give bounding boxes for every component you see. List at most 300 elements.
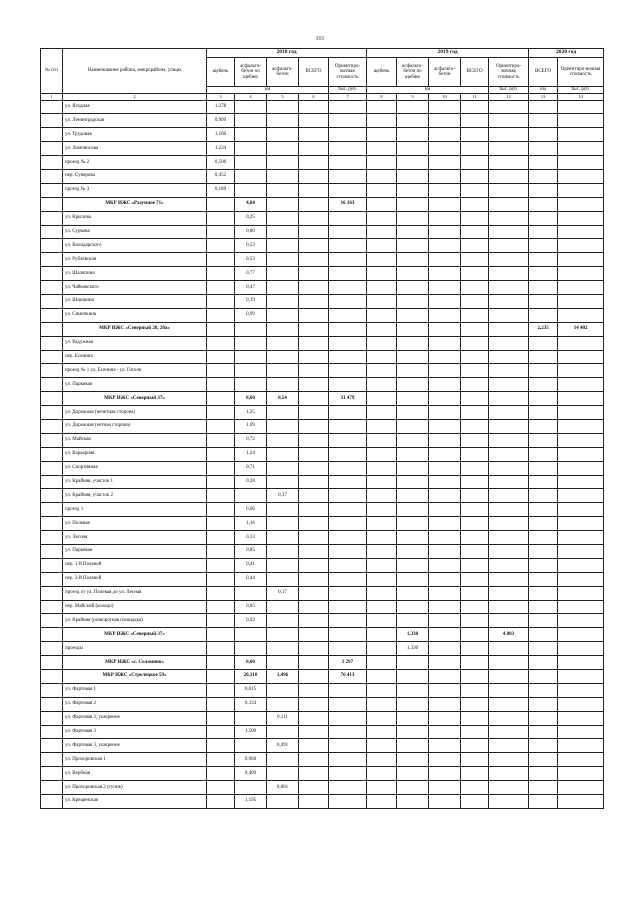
value-cell: [41, 419, 63, 433]
value-cell: [529, 683, 558, 697]
value-cell: [397, 225, 429, 239]
street-name-cell: проезд № 2: [63, 156, 207, 170]
value-cell: [397, 545, 429, 559]
value-cell: [529, 600, 558, 614]
table-header: [41, 49, 604, 94]
value-cell: 0,491: [267, 739, 299, 753]
value-cell: [489, 281, 529, 295]
table-row: [41, 697, 604, 711]
value-cell: [367, 739, 397, 753]
header-name: Наименование района, микрорайона, улицы: [63, 49, 207, 94]
value-cell: [207, 378, 235, 392]
value-cell: [267, 239, 299, 253]
value-cell: [367, 433, 397, 447]
value-cell: [397, 392, 429, 406]
value-cell: [41, 642, 63, 656]
value-cell: [529, 711, 558, 725]
value-cell: [429, 156, 461, 170]
unit-km-2019: км: [367, 87, 489, 94]
value-cell: 0,334: [235, 697, 267, 711]
value-cell: [558, 670, 604, 684]
value-cell: [489, 461, 529, 475]
value-cell: [267, 406, 299, 420]
value-cell: [367, 183, 397, 197]
table-row: [41, 795, 604, 809]
value-cell: [558, 350, 604, 364]
value-cell: [329, 531, 367, 545]
value-cell: [299, 419, 329, 433]
value-cell: [329, 253, 367, 267]
value-cell: [267, 294, 299, 308]
value-cell: [461, 239, 489, 253]
value-cell: [397, 419, 429, 433]
value-cell: [461, 670, 489, 684]
value-cell: [397, 767, 429, 781]
value-cell: [397, 739, 429, 753]
value-cell: [367, 378, 397, 392]
value-cell: [367, 114, 397, 128]
value-cell: [461, 642, 489, 656]
value-cell: 0,05: [235, 600, 267, 614]
value-cell: [461, 614, 489, 628]
value-cell: [41, 781, 63, 795]
value-cell: [461, 656, 489, 670]
value-cell: [529, 183, 558, 197]
value-cell: [461, 683, 489, 697]
value-cell: [299, 683, 329, 697]
value-cell: [41, 128, 63, 142]
value-cell: [397, 572, 429, 586]
value-cell: [41, 267, 63, 281]
value-cell: [429, 475, 461, 489]
value-cell: [329, 600, 367, 614]
value-cell: [397, 100, 429, 114]
value-cell: [367, 100, 397, 114]
value-cell: [461, 378, 489, 392]
unit-cost-2020: тыс. руб.: [558, 87, 604, 94]
value-cell: [489, 670, 529, 684]
unit-km-2020: км: [529, 87, 558, 94]
value-cell: [397, 683, 429, 697]
value-cell: [558, 628, 604, 642]
value-cell: [367, 558, 397, 572]
street-name-cell: ул. Ленинградская: [63, 114, 207, 128]
value-cell: [329, 183, 367, 197]
value-cell: [41, 795, 63, 809]
value-cell: [329, 294, 367, 308]
value-cell: [397, 795, 429, 809]
value-cell: [367, 795, 397, 809]
table-row: [41, 156, 604, 170]
column-number-cell: 8: [367, 93, 397, 100]
value-cell: [367, 336, 397, 350]
value-cell: [461, 419, 489, 433]
value-cell: [461, 558, 489, 572]
street-name-cell: ул. Прохоровская 1: [63, 753, 207, 767]
column-number-cell: 12: [489, 93, 529, 100]
value-cell: [397, 600, 429, 614]
value-cell: [558, 433, 604, 447]
value-cell: [529, 739, 558, 753]
table-row: [41, 642, 604, 656]
value-cell: [529, 642, 558, 656]
value-cell: 0,85: [235, 545, 267, 559]
value-cell: [329, 142, 367, 156]
value-cell: [397, 725, 429, 739]
value-cell: [558, 697, 604, 711]
value-cell: 0,061: [267, 781, 299, 795]
value-cell: [429, 433, 461, 447]
table-row: [41, 447, 604, 461]
value-cell: [367, 503, 397, 517]
value-cell: [267, 308, 299, 322]
table-row: [41, 739, 604, 753]
value-cell: [367, 670, 397, 684]
value-cell: [558, 253, 604, 267]
value-cell: 0,17: [267, 586, 299, 600]
value-cell: [461, 253, 489, 267]
value-cell: [529, 767, 558, 781]
street-name-cell: пер. 1-й Полевой: [63, 558, 207, 572]
value-cell: [429, 545, 461, 559]
street-name-cell: ул. Дорожная (нечетная сторона): [63, 406, 207, 420]
table-row: [41, 475, 604, 489]
value-cell: 1,330: [397, 628, 429, 642]
value-cell: [429, 628, 461, 642]
value-cell: [207, 739, 235, 753]
header-2019-asphalt-crushed: асфальто-бетон по щебню: [397, 58, 429, 87]
value-cell: [299, 211, 329, 225]
value-cell: [41, 614, 63, 628]
value-cell: [489, 378, 529, 392]
value-cell: [489, 253, 529, 267]
value-cell: [558, 378, 604, 392]
value-cell: [429, 294, 461, 308]
value-cell: [489, 392, 529, 406]
value-cell: [267, 545, 299, 559]
street-name-cell: проезды: [63, 642, 207, 656]
value-cell: [461, 406, 489, 420]
value-cell: [529, 378, 558, 392]
street-name-cell: ул. Майская: [63, 433, 207, 447]
value-cell: [397, 197, 429, 211]
value-cell: [558, 211, 604, 225]
value-cell: [489, 614, 529, 628]
value-cell: [489, 545, 529, 559]
value-cell: [299, 781, 329, 795]
header-2018-asphalt: асфальто-бетон: [267, 58, 299, 87]
value-cell: [267, 156, 299, 170]
value-cell: [367, 475, 397, 489]
value-cell: 0,99: [235, 308, 267, 322]
value-cell: [41, 239, 63, 253]
value-cell: [429, 600, 461, 614]
value-cell: [489, 308, 529, 322]
value-cell: [299, 433, 329, 447]
value-cell: 0,28: [235, 475, 267, 489]
value-cell: [397, 350, 429, 364]
value-cell: [461, 128, 489, 142]
value-cell: [235, 183, 267, 197]
value-cell: 1,24: [235, 447, 267, 461]
value-cell: [367, 697, 397, 711]
header-2020-total: ВСЕГО: [529, 58, 558, 87]
value-cell: [329, 753, 367, 767]
value-cell: [429, 697, 461, 711]
value-cell: [329, 364, 367, 378]
value-cell: [461, 461, 489, 475]
value-cell: [558, 225, 604, 239]
value-cell: [207, 697, 235, 711]
street-name-cell: ул. Фартовая 2: [63, 697, 207, 711]
value-cell: [461, 697, 489, 711]
value-cell: [41, 253, 63, 267]
value-cell: [329, 281, 367, 295]
value-cell: [299, 447, 329, 461]
value-cell: [529, 697, 558, 711]
value-cell: [489, 517, 529, 531]
value-cell: [461, 156, 489, 170]
value-cell: [461, 447, 489, 461]
value-cell: [367, 239, 397, 253]
value-cell: [461, 545, 489, 559]
value-cell: [299, 670, 329, 684]
value-cell: [461, 517, 489, 531]
value-cell: 8,60: [235, 392, 267, 406]
table-row: [41, 142, 604, 156]
value-cell: [235, 350, 267, 364]
value-cell: [367, 211, 397, 225]
value-cell: 1,496: [267, 670, 299, 684]
table-row: [41, 267, 604, 281]
value-cell: 1,09: [235, 419, 267, 433]
value-cell: [267, 614, 299, 628]
value-cell: [429, 142, 461, 156]
value-cell: [235, 628, 267, 642]
value-cell: [207, 392, 235, 406]
value-cell: [207, 197, 235, 211]
table-row: [41, 364, 604, 378]
value-cell: [235, 322, 267, 336]
value-cell: [329, 419, 367, 433]
header-2019-asphalt: асфальто-бетон: [429, 58, 461, 87]
street-name-cell: ул. Парковая: [63, 545, 207, 559]
value-cell: [41, 558, 63, 572]
value-cell: [299, 197, 329, 211]
column-number-cell: 7: [329, 93, 367, 100]
header-no: № п/п: [41, 49, 63, 94]
group-row: [41, 322, 604, 336]
value-cell: [41, 531, 63, 545]
value-cell: [489, 683, 529, 697]
street-name-cell: ул. Чайковского: [63, 281, 207, 295]
unit-km-2018: км: [207, 87, 329, 94]
value-cell: [397, 336, 429, 350]
value-cell: [267, 517, 299, 531]
value-cell: [367, 725, 397, 739]
value-cell: [367, 142, 397, 156]
value-cell: [489, 489, 529, 503]
value-cell: [489, 642, 529, 656]
value-cell: 1,16: [235, 517, 267, 531]
value-cell: [429, 753, 461, 767]
value-cell: [461, 767, 489, 781]
header-2018-total: ВСЕГО: [299, 58, 329, 87]
value-cell: [367, 628, 397, 642]
value-cell: [529, 558, 558, 572]
value-cell: [267, 753, 299, 767]
value-cell: 1 297: [329, 656, 367, 670]
value-cell: [429, 128, 461, 142]
value-cell: [207, 308, 235, 322]
value-cell: [207, 767, 235, 781]
street-name-cell: проезд № 3: [63, 183, 207, 197]
value-cell: [41, 600, 63, 614]
value-cell: [267, 503, 299, 517]
value-cell: [429, 364, 461, 378]
value-cell: [267, 378, 299, 392]
value-cell: 1,160: [207, 128, 235, 142]
value-cell: [367, 419, 397, 433]
value-cell: [489, 156, 529, 170]
value-cell: [429, 614, 461, 628]
value-cell: [329, 433, 367, 447]
value-cell: [299, 308, 329, 322]
value-cell: [529, 489, 558, 503]
value-cell: [299, 531, 329, 545]
value-cell: [558, 531, 604, 545]
value-cell: [489, 531, 529, 545]
value-cell: 20,310: [235, 670, 267, 684]
value-cell: [397, 558, 429, 572]
value-cell: [299, 586, 329, 600]
value-cell: 4,84: [235, 197, 267, 211]
value-cell: [529, 572, 558, 586]
value-cell: [529, 656, 558, 670]
value-cell: 0,80: [235, 225, 267, 239]
value-cell: [429, 572, 461, 586]
value-cell: [367, 392, 397, 406]
value-cell: [367, 489, 397, 503]
value-cell: [367, 128, 397, 142]
value-cell: [367, 517, 397, 531]
street-name-cell: ул. Вербная: [63, 767, 207, 781]
value-cell: [41, 350, 63, 364]
value-cell: [461, 753, 489, 767]
value-cell: [397, 322, 429, 336]
value-cell: [397, 531, 429, 545]
value-cell: [207, 656, 235, 670]
value-cell: [489, 711, 529, 725]
value-cell: 0,41: [235, 558, 267, 572]
value-cell: [299, 350, 329, 364]
value-cell: [429, 725, 461, 739]
value-cell: [329, 128, 367, 142]
value-cell: [41, 322, 63, 336]
value-cell: [558, 725, 604, 739]
value-cell: [41, 628, 63, 642]
value-cell: [267, 572, 299, 586]
value-cell: [41, 767, 63, 781]
value-cell: [558, 114, 604, 128]
value-cell: [329, 586, 367, 600]
value-cell: [299, 545, 329, 559]
value-cell: [207, 670, 235, 684]
column-number-cell: 4: [235, 93, 267, 100]
table-row: [41, 753, 604, 767]
table-row: [41, 128, 604, 142]
street-name-cell: ул. Крайняя (разворотная площадка): [63, 614, 207, 628]
value-cell: [397, 475, 429, 489]
value-cell: [461, 308, 489, 322]
value-cell: 1,234: [207, 142, 235, 156]
value-cell: 0,409: [235, 767, 267, 781]
value-cell: [461, 475, 489, 489]
value-cell: [207, 531, 235, 545]
value-cell: [367, 350, 397, 364]
street-name-cell: ул. Ломоносова: [63, 142, 207, 156]
value-cell: [558, 475, 604, 489]
value-cell: [299, 697, 329, 711]
value-cell: [397, 308, 429, 322]
value-cell: [397, 656, 429, 670]
value-cell: [207, 364, 235, 378]
value-cell: [299, 628, 329, 642]
value-cell: [397, 461, 429, 475]
value-cell: [235, 100, 267, 114]
value-cell: [235, 128, 267, 142]
value-cell: [558, 517, 604, 531]
value-cell: [267, 447, 299, 461]
value-cell: [267, 128, 299, 142]
table-row: [41, 114, 604, 128]
street-name-cell: проезд 1: [63, 503, 207, 517]
value-cell: [329, 406, 367, 420]
value-cell: [329, 447, 367, 461]
value-cell: [207, 281, 235, 295]
value-cell: [329, 336, 367, 350]
value-cell: 0,53: [235, 239, 267, 253]
value-cell: [41, 336, 63, 350]
value-cell: [41, 225, 63, 239]
value-cell: [207, 253, 235, 267]
table-row: [41, 725, 604, 739]
value-cell: [41, 475, 63, 489]
street-name-cell: ул. Лесная: [63, 531, 207, 545]
value-cell: [429, 419, 461, 433]
street-name-cell: ул. Прохоровская 2 (тупик): [63, 781, 207, 795]
value-cell: [529, 114, 558, 128]
value-cell: [429, 114, 461, 128]
value-cell: [429, 336, 461, 350]
value-cell: [207, 628, 235, 642]
value-cell: [329, 461, 367, 475]
table-row: [41, 781, 604, 795]
value-cell: [489, 419, 529, 433]
value-cell: [267, 697, 299, 711]
value-cell: [207, 419, 235, 433]
street-name-cell: ул. Трудовая: [63, 128, 207, 142]
value-cell: [41, 461, 63, 475]
value-cell: [558, 642, 604, 656]
value-cell: [267, 350, 299, 364]
value-cell: [429, 795, 461, 809]
value-cell: [41, 711, 63, 725]
value-cell: [489, 572, 529, 586]
value-cell: [329, 503, 367, 517]
value-cell: [207, 503, 235, 517]
value-cell: [207, 545, 235, 559]
